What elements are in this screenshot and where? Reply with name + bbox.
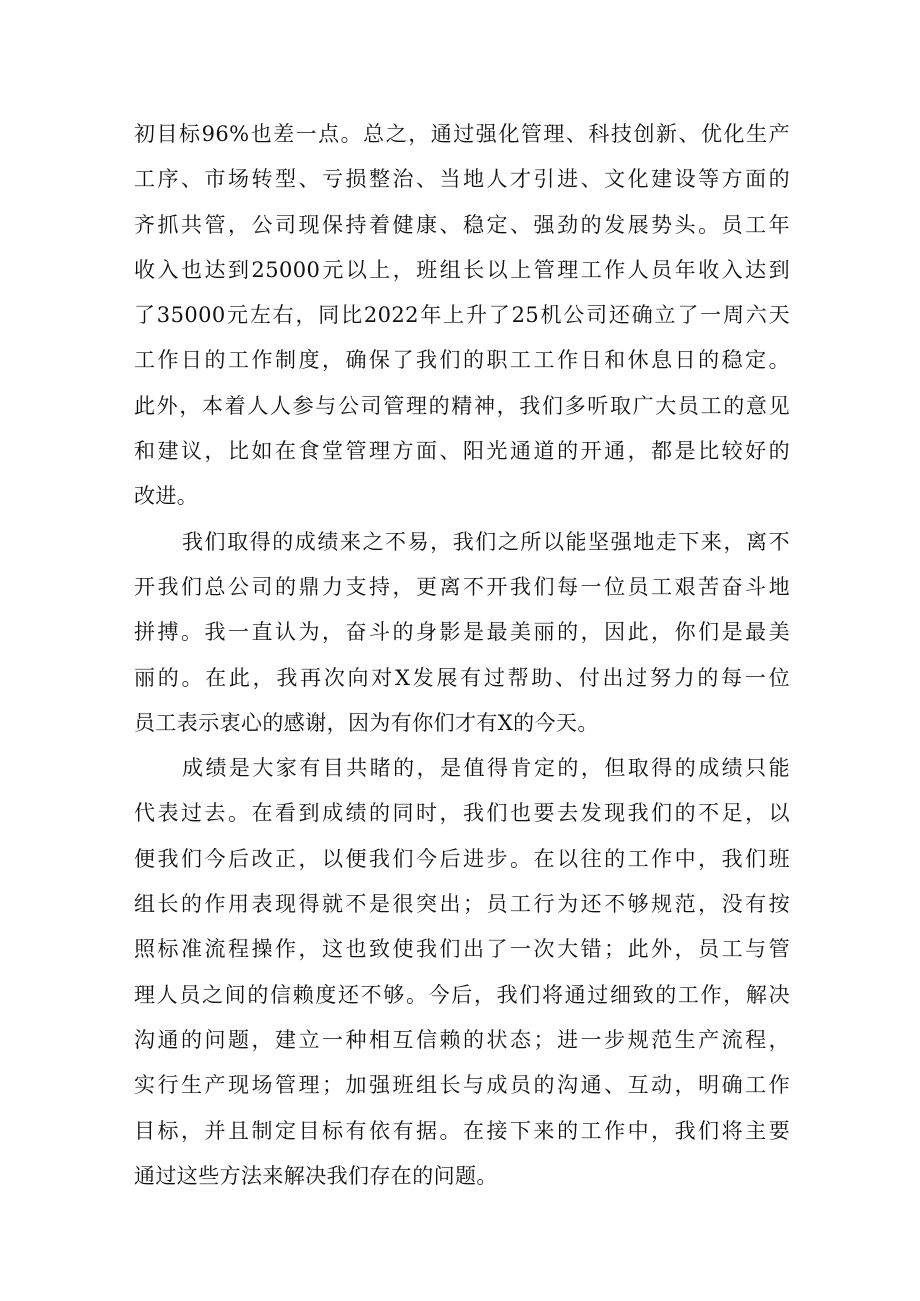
text-line: 拼搏。我一直认为，奋斗的身影是最美丽的，因此，你们是最美 <box>134 620 790 645</box>
text-line: 我们取得的成绩来之不易，我们之所以能坚强地走下来，离不 <box>182 529 790 554</box>
text-line: 丽的。在此，我再次向对X发展有过帮助、付出过努力的每一位 <box>134 665 790 690</box>
text-line: 工序、市场转型、亏损整治、当地人才引进、文化建设等方面的 <box>134 167 790 192</box>
text-line: 收入也达到25000元以上，班组长以上管理工作人员年收入达到 <box>134 257 790 282</box>
text-line: 成绩是大家有目共睹的，是值得肯定的，但取得的成绩只能 <box>182 756 790 781</box>
body-text <box>134 112 790 1199</box>
text-line: 代表过去。在看到成绩的同时，我们也要去发现我们的不足，以 <box>134 801 790 826</box>
text-line: 了35000元左右，同比2022年上升了25机公司还确立了一周六天 <box>134 303 790 328</box>
paragraph-3 <box>134 746 790 1199</box>
text-line: 理人员之间的信赖度还不够。今后，我们将通过细致的工作，解决 <box>134 982 790 1007</box>
text-line: 实行生产现场管理；加强班组长与成员的沟通、互动，明确工作 <box>134 1073 790 1098</box>
text-line: 沟通的问题，建立一种相互信赖的状态；进一步规范生产流程， <box>134 1027 790 1052</box>
text-line: 初目标96%也差一点。总之，通过强化管理、科技创新、优化生产 <box>134 122 790 146</box>
text-line: 目标，并且制定目标有依有据。在接下来的工作中，我们将主要 <box>134 1118 790 1143</box>
text-line: 此外，本着人人参与公司管理的精神，我们多听取广大员工的意见 <box>134 393 790 418</box>
text-line: 开我们总公司的鼎力支持，更离不开我们每一位员工艰苦奋斗地 <box>134 574 790 599</box>
text-line: 和建议，比如在食堂管理方面、阳光通道的开通，都是比较好的 <box>134 439 790 464</box>
text-line: 工作日的工作制度，确保了我们的职工工作日和休息日的稳定。 <box>134 348 790 373</box>
paragraph-2 <box>134 520 790 746</box>
paragraph-1 <box>134 112 790 520</box>
text-line: 组长的作用表现得就不是很突出；员工行为还不够规范，没有按 <box>134 892 790 917</box>
text-line: 改进。 <box>134 484 199 509</box>
text-line: 通过这些方法来解决我们存在的问题。 <box>134 1163 498 1188</box>
text-line: 齐抓共管，公司现保持着健康、稳定、强劲的发展势头。员工年 <box>134 212 790 237</box>
text-line: 员工表示衷心的感谢，因为有你们才有X的今天。 <box>134 710 599 735</box>
text-line: 照标准流程操作，这也致使我们出了一次大错；此外，员工与管 <box>134 937 790 962</box>
text-line: 便我们今后改正，以便我们今后进步。在以往的工作中，我们班 <box>134 846 790 871</box>
